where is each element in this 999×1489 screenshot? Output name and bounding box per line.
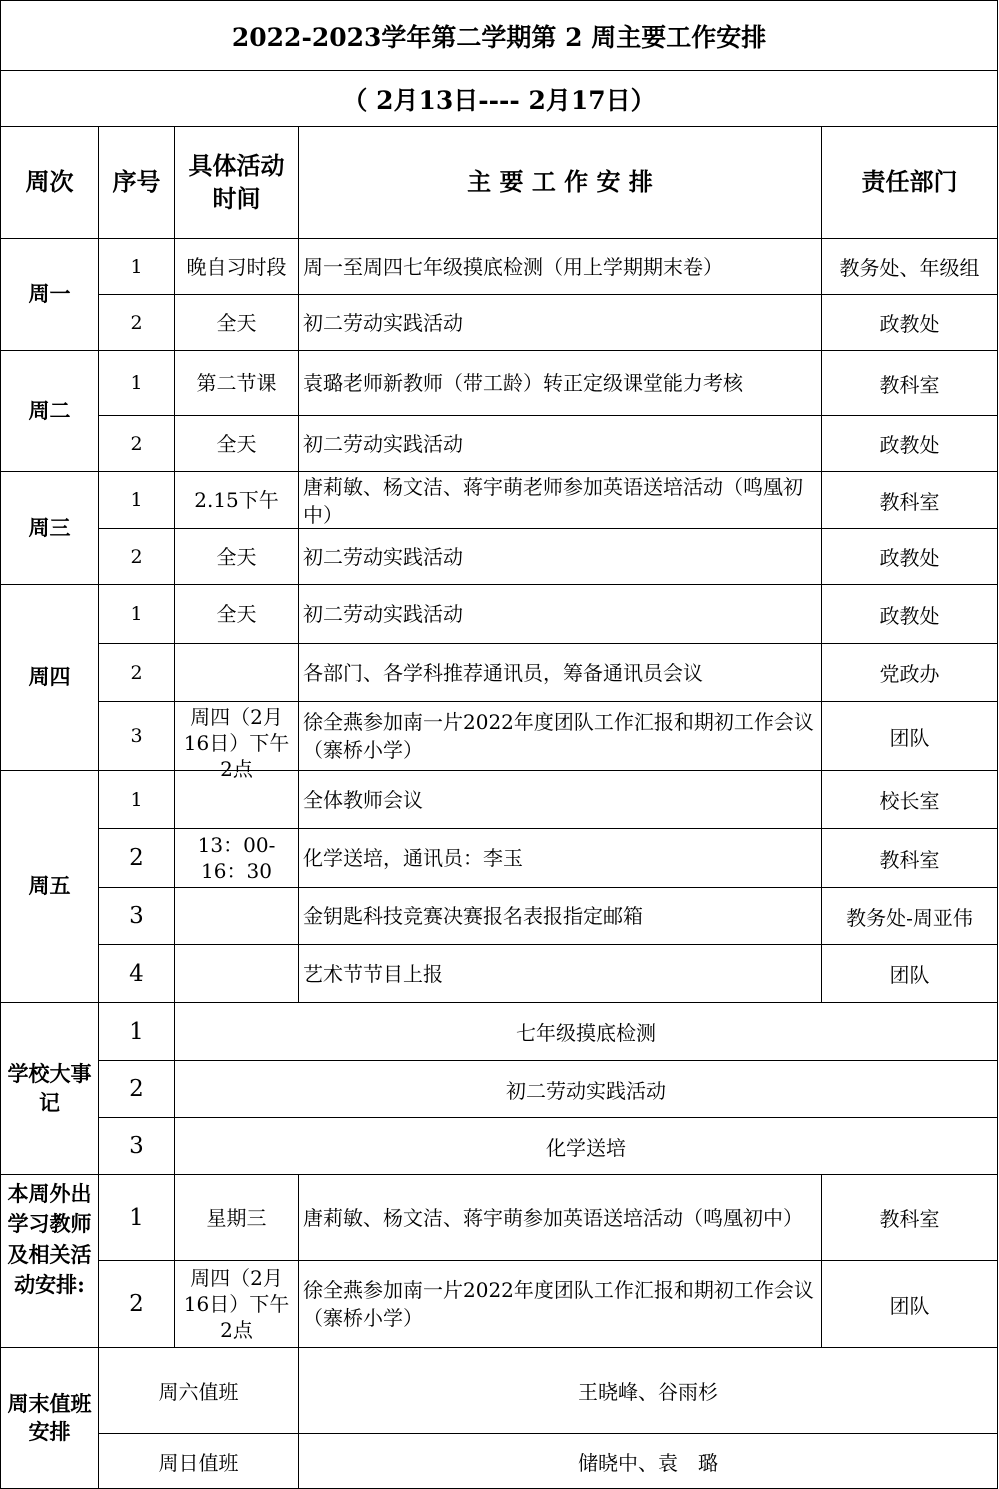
saturday-duty-names: 王晓峰、谷雨杉 — [299, 1348, 998, 1434]
row-dept: 团队 — [822, 945, 998, 1003]
row-number: 2 — [99, 295, 175, 351]
row-number: 4 — [99, 945, 175, 1003]
date-range: （ 2月13日---- 2月17日） — [1, 71, 998, 127]
table-row — [1, 585, 998, 644]
row-dept: 教科室 — [822, 472, 998, 529]
row-time — [175, 829, 299, 888]
page-title: 2022-2023学年第二学期第 2 周主要工作安排 — [1, 1, 998, 71]
table-row — [1, 472, 998, 529]
row-task: 初二劳动实践活动 — [299, 585, 822, 644]
row-dept: 政教处 — [822, 295, 998, 351]
row-time-text: 周四（2月16日）下午2点 — [183, 705, 290, 781]
duty-label: 周末值班安排 — [1, 1348, 99, 1489]
row-task: 袁璐老师新教师（带工龄）转正定级课堂能力考核 — [299, 351, 822, 416]
event-text: 初二劳动实践活动 — [175, 1061, 998, 1118]
row-dept: 团队 — [822, 1261, 998, 1348]
table-row — [1, 1261, 998, 1348]
row-number: 1 — [99, 585, 175, 644]
row-dept: 政教处 — [822, 585, 998, 644]
table-row — [1, 702, 998, 771]
row-time-text: 周四（2月16日）下午2点 — [183, 1266, 290, 1342]
row-time: 第二节课 — [175, 351, 299, 416]
row-time — [175, 644, 299, 702]
table-row — [1, 1175, 998, 1261]
header-task: 主 要 工 作 安 排 — [299, 127, 822, 239]
row-task: 徐全燕参加南一片2022年度团队工作汇报和期初工作会议（寨桥小学） — [299, 702, 822, 771]
row-task: 艺术节节目上报 — [299, 945, 822, 1003]
row-number: 2 — [99, 1061, 175, 1118]
row-time — [175, 888, 299, 945]
row-task: 唐莉敏、杨文洁、蒋宇萌参加英语送培活动（鸣凰初中） — [299, 1175, 822, 1261]
day-label-mon: 周一 — [1, 239, 99, 351]
outings-label — [1, 1175, 99, 1348]
row-dept: 教科室 — [822, 1175, 998, 1261]
row-number: 3 — [99, 1118, 175, 1175]
row-task: 初二劳动实践活动 — [299, 529, 822, 585]
row-dept: 政教处 — [822, 529, 998, 585]
table-row — [1, 829, 998, 888]
row-task: 徐全燕参加南一片2022年度团队工作汇报和期初工作会议（寨桥小学） — [299, 1261, 822, 1348]
outings-label-text: 本周外出学习教师及相关活动安排: — [7, 1181, 92, 1298]
table-row — [1, 239, 998, 295]
table-row — [1, 416, 998, 472]
table-row — [1, 529, 998, 585]
table-row — [1, 1434, 998, 1489]
table-row — [1, 295, 998, 351]
row-time: 全天 — [175, 295, 299, 351]
row-number: 2 — [99, 829, 175, 888]
row-time-text: 晚自习时段 — [186, 254, 287, 279]
row-number: 1 — [99, 239, 175, 295]
table-row — [1, 351, 998, 416]
table-row — [1, 945, 998, 1003]
row-number: 2 — [99, 1261, 175, 1348]
row-dept: 政教处 — [822, 416, 998, 472]
header-week: 周次 — [1, 127, 99, 239]
day-label-tue: 周二 — [1, 351, 99, 472]
table-row — [1, 644, 998, 702]
row-time: 星期三 — [175, 1175, 299, 1261]
row-task: 金钥匙科技竞赛决赛报名表报指定邮箱 — [299, 888, 822, 945]
sunday-duty-label: 周日值班 — [99, 1434, 299, 1489]
events-label: 学校大事记 — [1, 1003, 99, 1175]
header-row — [1, 127, 998, 239]
row-number: 2 — [99, 416, 175, 472]
row-time — [175, 945, 299, 1003]
row-number: 3 — [99, 888, 175, 945]
row-dept: 团队 — [822, 702, 998, 771]
row-time-text: 13：00-16：30 — [197, 833, 276, 883]
row-task: 全体教师会议 — [299, 771, 822, 829]
table-row — [1, 1061, 998, 1118]
row-task: 初二劳动实践活动 — [299, 295, 822, 351]
row-time — [175, 239, 299, 295]
row-task-text: 唐莉敏、杨文洁、蒋宇萌老师参加英语送培活动（鸣凰初中） — [303, 475, 803, 527]
row-time: 全天 — [175, 529, 299, 585]
event-text: 化学送培 — [175, 1118, 998, 1175]
row-number: 1 — [99, 472, 175, 529]
row-task: 初二劳动实践活动 — [299, 416, 822, 472]
header-seq: 序号 — [99, 127, 175, 239]
row-time: 全天 — [175, 416, 299, 472]
sunday-duty-names: 储晓中、袁 璐 — [299, 1434, 998, 1489]
day-label-thu: 周四 — [1, 585, 99, 771]
table-row — [1, 771, 998, 829]
row-time — [175, 1261, 299, 1348]
table-row — [1, 1003, 998, 1061]
day-label-fri: 周五 — [1, 771, 99, 1003]
row-number: 3 — [99, 702, 175, 771]
row-time: 2.15下午 — [175, 472, 299, 529]
row-number: 1 — [99, 1003, 175, 1061]
day-label-wed: 周三 — [1, 472, 99, 585]
row-dept: 教科室 — [822, 829, 998, 888]
row-task: 周一至周四七年级摸底检测（用上学期期末卷） — [299, 239, 822, 295]
row-dept: 教务处-周亚伟 — [822, 888, 998, 945]
row-dept: 教科室 — [822, 351, 998, 416]
row-time: 全天 — [175, 585, 299, 644]
saturday-duty-label: 周六值班 — [99, 1348, 299, 1434]
event-text: 七年级摸底检测 — [175, 1003, 998, 1061]
table-row — [1, 1118, 998, 1175]
row-number: 1 — [99, 771, 175, 829]
row-task: 化学送培，通讯员：李玉 — [299, 829, 822, 888]
row-dept: 教务处、年级组 — [822, 239, 998, 295]
table-row — [1, 1348, 998, 1434]
row-dept: 校长室 — [822, 771, 998, 829]
row-number: 2 — [99, 529, 175, 585]
header-time: 具体活动时间 — [175, 127, 299, 239]
header-dept: 责任部门 — [822, 127, 998, 239]
row-task — [299, 472, 822, 529]
row-number: 2 — [99, 644, 175, 702]
row-number: 1 — [99, 351, 175, 416]
table-row — [1, 888, 998, 945]
row-time — [175, 702, 299, 781]
row-number: 1 — [99, 1175, 175, 1261]
row-task: 各部门、各学科推荐通讯员，筹备通讯员会议 — [299, 644, 822, 702]
row-dept: 党政办 — [822, 644, 998, 702]
